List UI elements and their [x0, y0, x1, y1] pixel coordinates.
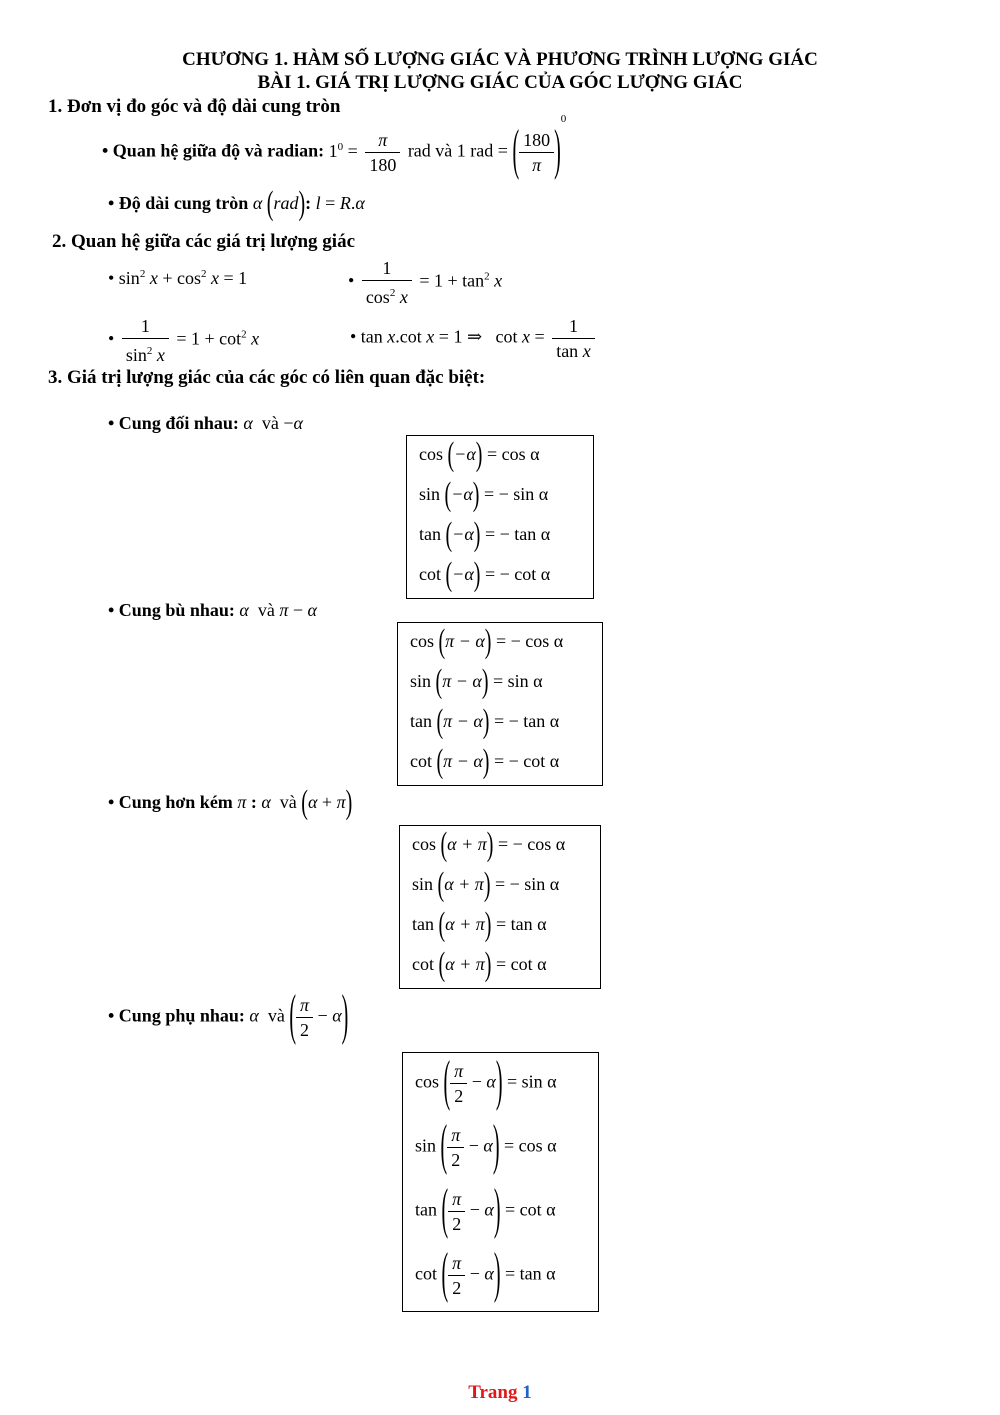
page-footer: [0, 1382, 1000, 1404]
table-row: tan (−α) = − tan α: [419, 516, 551, 554]
section2-heading: 2. Quan hệ giữa các giá trị lượng giác: [52, 231, 356, 252]
table-row: sin (π − α) = sin α: [410, 663, 543, 701]
arc-length-unit: rad: [273, 193, 299, 213]
arc-length-formula: • Độ dài cung tròn α (rad): l = R.α: [108, 185, 365, 223]
identity-tan-cot: • tan x.cot x = 1 ⇒ cot x = $\frac{1}{\text{tan x}}$: [350, 314, 598, 363]
complementary-angles-label: • Cung phụ nhau: α và ( $\frac{\pi}{2}$ − α): [108, 985, 349, 1047]
table-row: sin ( $\frac{\pi}{2}$ − α) = cos α: [415, 1115, 557, 1177]
chapter-title: CHƯƠNG 1. HÀM SỐ LƯỢNG GIÁC VÀ PHƯƠNG TRÌNH LƯỢNG GIÁC: [182, 49, 818, 70]
table-row: cos (π − α) = − cos α: [410, 623, 564, 661]
table-row: tan (π − α) = − tan α: [410, 703, 560, 741]
table-differ-pi: [399, 825, 601, 989]
section3-heading: 3. Giá trị lượng giác của các góc có liên quan đặc biệt:: [48, 367, 486, 388]
table-row: sin (−α) = − sin α: [419, 476, 549, 514]
opposite-angles-label: • Cung đối nhau: α và −α: [108, 413, 303, 433]
table-row: tan (α + π) = tan α: [412, 906, 547, 944]
degree-radian-label: • Quan hệ giữa độ và radian:: [102, 140, 325, 161]
table-complementary-angles: [402, 1052, 599, 1312]
table-opposite-angles: [406, 435, 594, 599]
table-row: cos (−α) = cos α: [419, 436, 540, 474]
table-row: cot ( $\frac{\pi}{2}$ − α) = tan α: [415, 1243, 556, 1305]
degree-radian-relation: • Quan hệ giữa độ và radian: $1^0$ = $\frac{\pi}{180}$ rad và 1 rad = ( $\frac{180}{\pi}$ )$^0$: [102, 112, 567, 182]
table-row: cot (α + π) = cot α: [412, 946, 547, 984]
table-row: cot (−α) = − cot α: [419, 556, 551, 594]
page-word: Trang: [468, 1382, 518, 1403]
table-row: cos (α + π) = − cos α: [412, 826, 566, 864]
supplementary-angles-label: • Cung bù nhau: α và π − α: [108, 600, 317, 620]
table-row: sin (α + π) = − sin α: [412, 866, 560, 904]
identity-cot: • $\frac{1}{\sin^2 x}$ = $1 + \cot^2 x$: [108, 316, 260, 365]
degree-radian-mid: rad và 1 rad: [407, 140, 494, 161]
identity-sin-cos: • $\sin^2 x + \cos^2 x = 1$: [108, 268, 248, 288]
table-row: cos ( $\frac{\pi}{2}$ − α) = sin α: [415, 1051, 557, 1113]
differ-pi-label: • Cung hơn kém π : α và (α + π): [108, 784, 353, 822]
table-row: tan ( $\frac{\pi}{2}$ − α) = cot α: [415, 1179, 556, 1241]
lesson-title: BÀI 1. GIÁ TRỊ LƯỢNG GIÁC CỦA GÓC LƯỢNG GIÁC: [257, 72, 743, 93]
page-number: 1: [522, 1382, 532, 1403]
table-supplementary-angles: [397, 622, 603, 786]
section1-heading: 1. Đơn vị đo góc và độ dài cung tròn: [48, 96, 341, 117]
identity-tan: • $\frac{1}{\cos^2 x}$ = $1 + \tan^2 x$: [348, 258, 503, 307]
arc-length-label: • Độ dài cung tròn: [108, 193, 249, 213]
table-row: cot (π − α) = − cot α: [410, 743, 560, 781]
